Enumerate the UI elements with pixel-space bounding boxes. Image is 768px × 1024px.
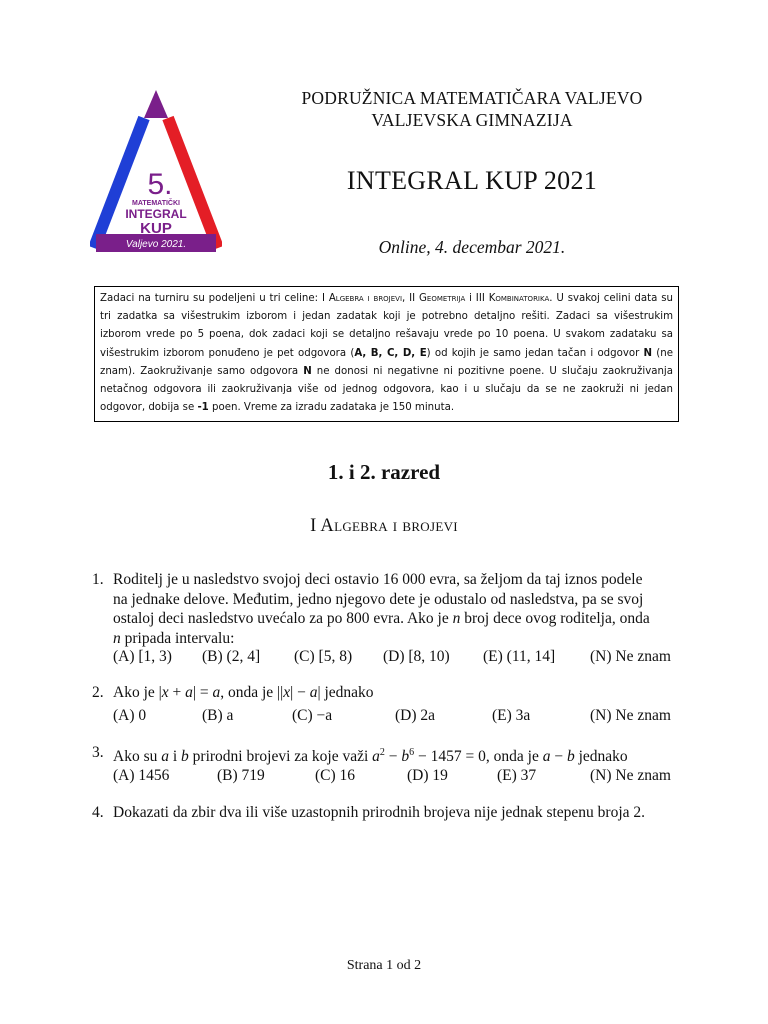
text-run: + [168,684,186,701]
logo-number: 5. [147,168,173,201]
text-run: | − [290,684,310,701]
answer-option[interactable]: (C) 16 [315,767,356,784]
notice-options: A, B, C, D, E [354,347,427,359]
section-heading: I Algebra i brojevi [310,516,458,536]
problem-1 [92,570,682,648]
problem-3 [92,743,682,767]
instructions-box [94,286,679,422]
answer-row-2 [113,707,683,727]
answer-option[interactable]: (N) Ne znam [590,648,671,665]
answer-option[interactable]: (D) 19 [407,767,448,784]
problem-line [113,609,682,629]
problem-text [113,743,682,767]
exponent: 2 [379,747,385,758]
math-var: n [113,629,121,647]
answer-option[interactable]: (A) 0 [113,707,147,724]
logo-line2: INTEGRAL [125,207,187,221]
notice-text: Zadaci na turniru su podeljeni u tri celine: I [100,293,329,304]
notice-text: poen. Vreme za izradu zadataka je 150 minuta. [208,402,455,414]
text-run: − [384,748,402,766]
notice-text: . U svakoj celini data su tri zadatka sa višestrukim izborom i jedan zadatak koji je potrebno detaljno rešiti. Zadaci sa višestrukim izborom vrede po 5 poena, dok zadaci koji se detaljno rešavaju vrede po 10 poena. U svakom zadataku sa višestrukim izborom ponuđeno je pet odgovora ( [100,293,673,359]
logo-line3: KUP [140,220,172,237]
math-var: x [161,684,169,701]
text-run: , onda je || [220,684,284,701]
problem-number: 1. [92,571,104,588]
text-run: pripada intervalu: [120,629,235,647]
answer-option[interactable]: (N) Ne znam [590,707,671,724]
problem-number: 2. [92,684,104,701]
answer-option[interactable]: (E) 37 [497,767,537,784]
answer-option[interactable]: (D) 2a [395,707,436,724]
notice-text: , II [402,293,420,304]
problem-line: Roditelj je u nasledstvo svojoj deci ostavio 16 000 evra, sa željom da taj iznos podele [113,571,643,588]
answer-row-3 [113,767,683,787]
notice-text: ne donosi ni negativne ni pozitivne poene. U slučaju zaokruživanja netačnog odgovora ili zaokruživanja više od jednog odgovora, kao i u slučaju da se ne zaokruži ni jedan odgovor, dobija se [100,365,673,414]
text-run: broj dece ovog roditelja, onda [460,610,650,627]
text-run: − 1457 = 0, onda je [414,748,543,766]
organization [260,87,684,131]
text-run: Ako je | [113,684,162,701]
notice-category-geometry: Geometrija [419,293,466,304]
math-var: a [372,748,380,766]
integral-kup-logo [90,88,222,258]
page-footer: Strana 1 od 2 [346,958,422,973]
notice-penalty: -1 [197,402,209,414]
org-line-1: PODRUŽNICA MATEMATIČARA VALJEVO [301,88,643,108]
competition-date: Online, 4. decembar 2021. [378,237,566,257]
math-var: b [566,748,575,766]
answer-option[interactable]: (B) (2, 4] [202,648,261,665]
answer-option[interactable]: (N) Ne znam [590,767,671,784]
math-var: a [185,684,193,701]
problem-text [113,570,682,648]
math-var: b [401,748,410,766]
problem-2 [92,683,682,703]
problem-text: Dokazati da zbir dva ili više uzastopnih prirodnih brojeva nije jednak stepenu broja 2. [113,804,646,821]
answer-option[interactable]: (E) (11, 14] [483,648,556,665]
notice-category-combinatorics: Kombinatorika [488,293,550,304]
logo-line1: MATEMATIČKI [132,200,180,207]
answer-option[interactable]: (A) 1456 [113,767,170,784]
answer-option[interactable]: (A) [1, 3) [113,648,172,665]
notice-option-n: N [643,347,653,359]
grade-heading: 1. i 2. razred [327,460,441,484]
problem-4 [92,803,682,823]
text-run: prirodni brojevi za koje važi [188,748,373,766]
math-var: a [542,748,551,766]
answer-option[interactable]: (B) a [202,707,234,724]
logo-footer: Valjevo 2021. [125,239,187,250]
answer-option[interactable]: (B) 719 [217,767,265,784]
answer-row-1 [113,648,683,668]
org-line-2: VALJEVSKA GIMNAZIJA [371,110,573,130]
answer-option[interactable]: (D) [8, 10) [383,648,450,665]
text-run: jednako [574,748,628,766]
problem-text [113,683,682,703]
math-var: a [161,748,169,766]
problem-line [113,629,682,649]
text-run: i [168,748,182,766]
answer-option[interactable]: (C) [5, 8) [294,648,353,665]
problem-line: na jednake delove. Međutim, jedno njegovo dete je odustalo od nasledstva, pa se svoj [113,590,644,608]
math-var: b [181,748,189,766]
problem-number: 3. [92,744,104,761]
text-run: | = [192,684,213,701]
problem-number: 4. [92,804,104,821]
math-var: a [309,684,318,701]
text-run: Ako su [113,748,162,766]
answer-option[interactable]: (E) 3a [492,707,531,724]
notice-category-algebra: Algebra i brojevi [328,293,403,304]
math-var: x [283,684,291,701]
math-var: a [212,684,221,701]
text-run: | jednako [317,684,374,701]
notice-text: (ne znam). Zaokruživanje samo odgovora [100,347,673,377]
notice-text: ) od kojih je samo jedan tačan i odgovor [426,347,644,359]
text-run: ostaloj deci nasledstvo uvećalo za po 800 evra. Ako je [113,610,453,627]
notice-option-n: N [303,365,312,377]
page-title: INTEGRAL KUP 2021 [346,166,598,195]
exponent: 6 [409,747,415,758]
math-var: n [452,610,461,627]
text-run: − [550,748,567,766]
answer-option[interactable]: (C) −a [292,707,333,724]
notice-text: i III [465,293,489,304]
